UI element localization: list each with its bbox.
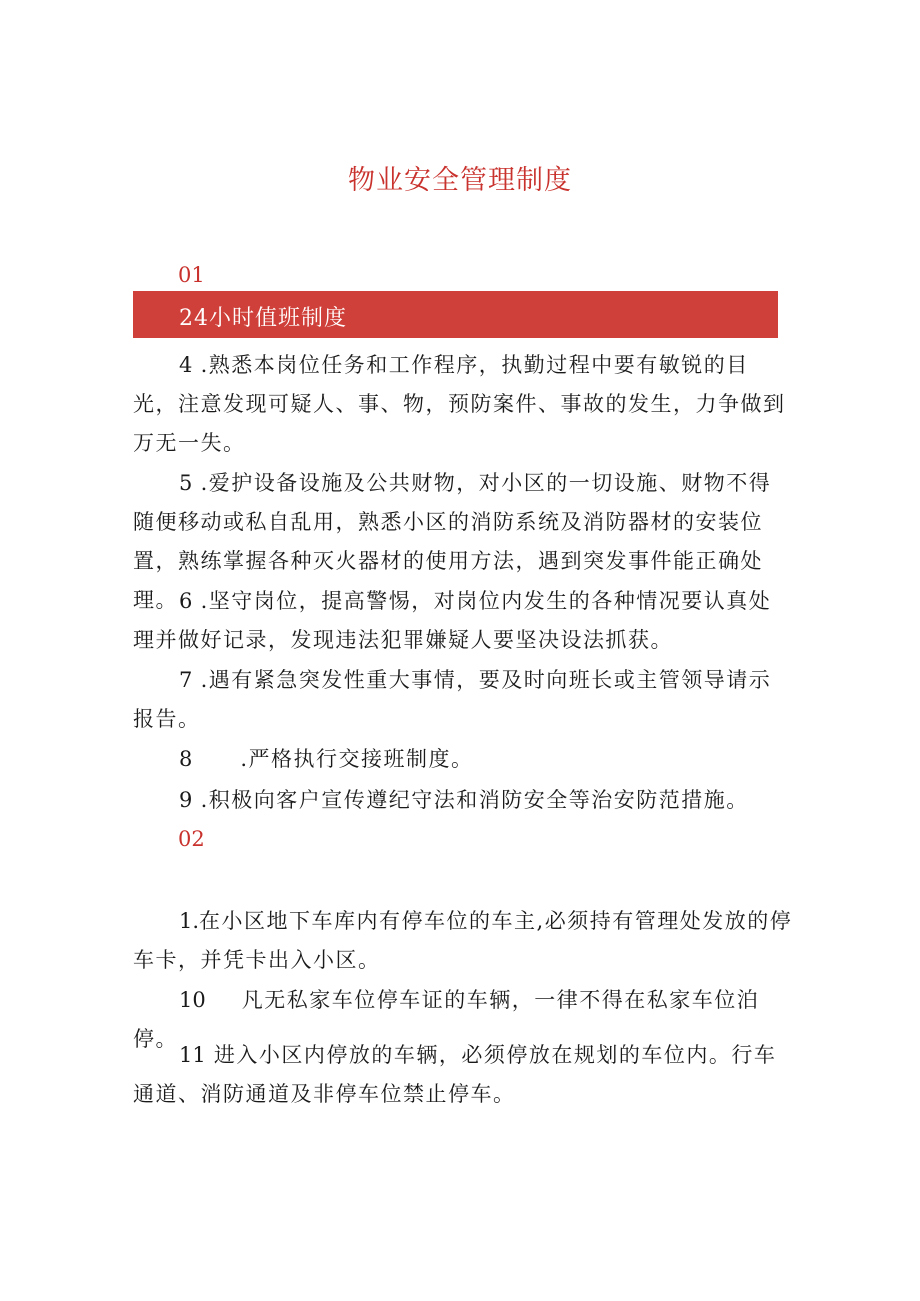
item-text: .坚守岗位，提高警惕，对岗位内发生的各种情况要认真处理并做好记录，发现违法犯罪嫌疑人要坚决设法抓获。 [133,589,772,652]
item-number: 10 [179,988,206,1012]
list-item [133,582,793,660]
list-item [133,661,793,739]
item-text: 凡无私家车位停车证的车辆，一律不得在私家车位泊停。 [133,988,760,1051]
list-item [133,346,793,463]
section-heading: 24小时值班制度 [179,306,347,331]
item-number: 7 [179,668,193,692]
item-number: 4 [179,353,193,377]
item-number: 6 [179,589,193,613]
list-item [133,1036,793,1114]
item-number: 5 [179,471,193,495]
item-text: .遇有紧急突发性重大事情，要及时向班长或主管领导请示报告。 [133,668,772,731]
item-number: 9 [179,788,193,812]
item-text: .爱护设备设施及公共财物，对小区的一切设施、财物不得随便移动或私自乱用，熟悉小区的消防系统及消防器材的安装位置，熟练掌握各种灭火器材的使用方法，遇到突发事件能正确处理。 [133,471,772,612]
item-number: 8 [179,747,193,771]
list-item [133,902,793,980]
item-number: 1. [179,909,200,933]
item-text: .严格执行交接班制度。 [240,747,474,771]
item-number: 11 [179,1043,206,1067]
document-title: 物业安全管理制度 [348,165,572,196]
section-heading-banner [133,291,778,338]
item-text: 在小区地下车库内有停车位的车主,必须持有管理处发放的停车卡，并凭卡出入小区。 [133,909,793,972]
item-text: .积极向客户宣传遵纪守法和消防安全等治安防范措施。 [200,788,749,812]
list-item [133,740,793,779]
section-number-02: 02 [178,827,205,851]
item-text: .熟悉本岗位任务和工作程序，执勤过程中要有敏锐的目光，注意发现可疑人、事、物，预防案件、事故的发生，力争做到万无一失。 [133,353,786,455]
section-number-01: 01 [178,263,205,287]
list-item [133,781,793,820]
item-text: 进入小区内停放的车辆，必须停放在规划的车位内。行车通道、消防通道及非停车位禁止停车。 [133,1043,777,1106]
